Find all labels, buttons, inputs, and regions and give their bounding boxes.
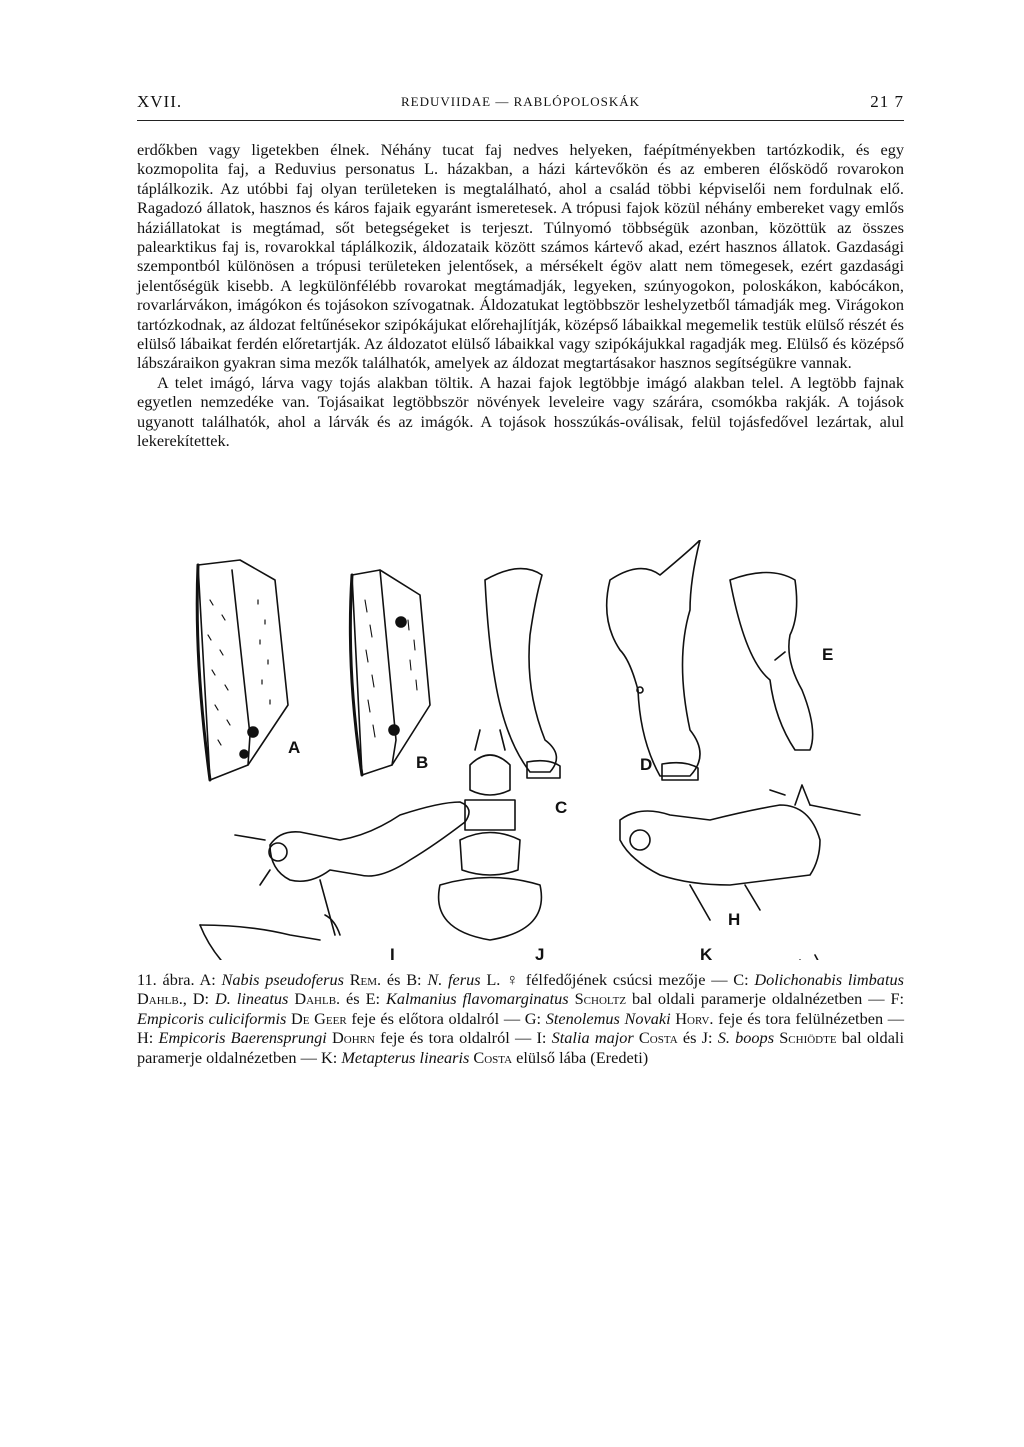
label-c: C [555,798,568,817]
drawing-h [620,785,860,920]
body-text [137,140,904,451]
caption-species: N. ferus [427,970,481,989]
running-header [137,92,904,116]
caption-text: bal oldali paramerje oldalnézetben — K: [137,1028,904,1067]
caption-species: Empicoris Baerensprungi [158,1028,327,1048]
caption-species: Nabis pseudoferus [221,970,344,989]
label-b: B [416,753,429,772]
caption-species: Stalia major [551,1028,634,1048]
caption-author: Costa [469,1047,513,1067]
caption-text: és B: [381,970,428,989]
figure-caption [137,970,904,1067]
label-i: I [390,945,395,960]
caption-author: Costa [633,1028,678,1048]
drawing-a [197,560,288,780]
caption-text: bal oldali paramerje oldalnézetben — F: [626,989,905,1009]
running-title: REDUVIIDAE — RABLÓPOLOSKÁK [400,94,641,109]
paragraph-2: A telet imágó, lárva vagy tojás alakban töltik. A hazai fajok legtöbbje imágó alakban telel. A legtöbb fajnak egyetlen nemzedéke van. Tojásaikat legtöbbször növények leveleire vagy szárára, csomókba rakják. A tojások ugyanott találhatók, ahol a lárvák és az imágók. A tojások hosszúkás-oválisak, felül tojásfedővel lezártak, alul lekerekítettek. [137,372,904,451]
caption-author: Dohrn [332,1028,375,1048]
caption-species: Kalmanius flavomarginatus [386,989,569,1009]
caption-author: Dahlb. [288,989,341,1009]
caption-text: elülső lába (Eredeti) [512,1047,649,1067]
caption-text: 11. ábra. A: [137,970,222,989]
caption-author: Dahlb. [137,989,183,1009]
caption-text: , D: [182,989,216,1009]
label-h: H [728,910,741,929]
drawing-g [439,730,542,940]
caption-text: feje és tora felülnézetben — H: [137,1008,905,1048]
label-j: J [535,945,545,960]
label-a: A [288,738,301,757]
drawing-c [485,569,560,778]
drawing-e [730,573,813,751]
figure-11 [170,540,894,960]
caption-author: Schiödte [774,1028,837,1048]
caption-author: Scholtz [568,989,627,1009]
drawing-d [607,540,700,780]
caption-text: és J: [677,1028,718,1048]
caption-text: és E: [340,989,386,1009]
drawing-f [200,802,469,960]
figure-drawing [170,540,894,960]
caption-author: Horv. [670,1008,714,1028]
caption-author: Rem. [343,970,382,989]
caption-species: Empicoris culiciformis [137,1008,287,1028]
page-number: 21 7 [870,92,904,111]
label-d: D [640,755,653,774]
drawing-b [350,570,430,775]
caption-text: feje és tora oldalról — I: [374,1028,552,1048]
caption-species: Stenolemus Novaki [545,1008,671,1028]
caption-author: De Geer [286,1008,347,1028]
caption-text: L. ♀ félfedőjének csúcsi mezője — C: [480,970,755,989]
header-rule [137,120,904,121]
caption-species: Dolichonabis limbatus [754,970,904,989]
caption-species: S. boops [717,1028,775,1048]
caption-species: D. lineatus [215,989,289,1009]
label-e: E [822,645,834,664]
drawing-k [638,955,850,960]
chapter-number: XVII. [137,92,183,111]
paragraph-1: erdőkben vagy ligetekben élnek. Néhány tucat faj nedves helyeken, faépítményekben tartózkodik, és egy kozmopolita faj, a Reduvius personatus L. házakban, a házi kártevőkön és az emberen élősködő rovarokon táplálkozik. Az utóbbi faj olyan területeken is megtalálható, ahol a család többi képviselői nem fordulnak elő. Ragadozó állatok, hasznos és káros fajaik egyaránt ismeretesek. A trópusi fajok közül néhány embereket vagy emlős háziállatokat is megtámad, sőt betegségeket is terjeszt. Túlnyomó többségük azonban, közöttük az összes palearktikus faj is, rovarokkal táplálkozik, áldozataik között számos kártevő akad, ezért hasznos állatok. Gazdasági szempontból különösen a trópusi területeken jelentősek, a mérsékelt égöv alatt nem tömegesek, ezért gazdasági jelentőségük kisebb. A legkülönfélébb rovarokat megtámadják, legyeken, szúnyogokon, poloskákon, kabócákon, rovarlárvákon, imágókon és tojásokon szívogatnak. Áldozatukat legtöbbször leshelyzetből támadják meg. Virágokon tartózkodnak, az áldozat feltűnésekor szipókájukat előrehajlítják, középső lábaikkal megemelik testük elülső részét és elülső lábaikat ferdén előretartják. Az áldozatot elülső lábaikkal vagy szipókájukkal ragadják meg. Elülső és középső lábszáraikon gyakran sima mezők találhatók, amelyek az áldozat megtartásakor hasznos segítségükre vannak. [137,140,904,373]
caption-species: Metapterus linearis [341,1047,470,1067]
caption-text: feje és előtora oldalról — G: [346,1008,546,1028]
label-k: K [700,945,713,960]
